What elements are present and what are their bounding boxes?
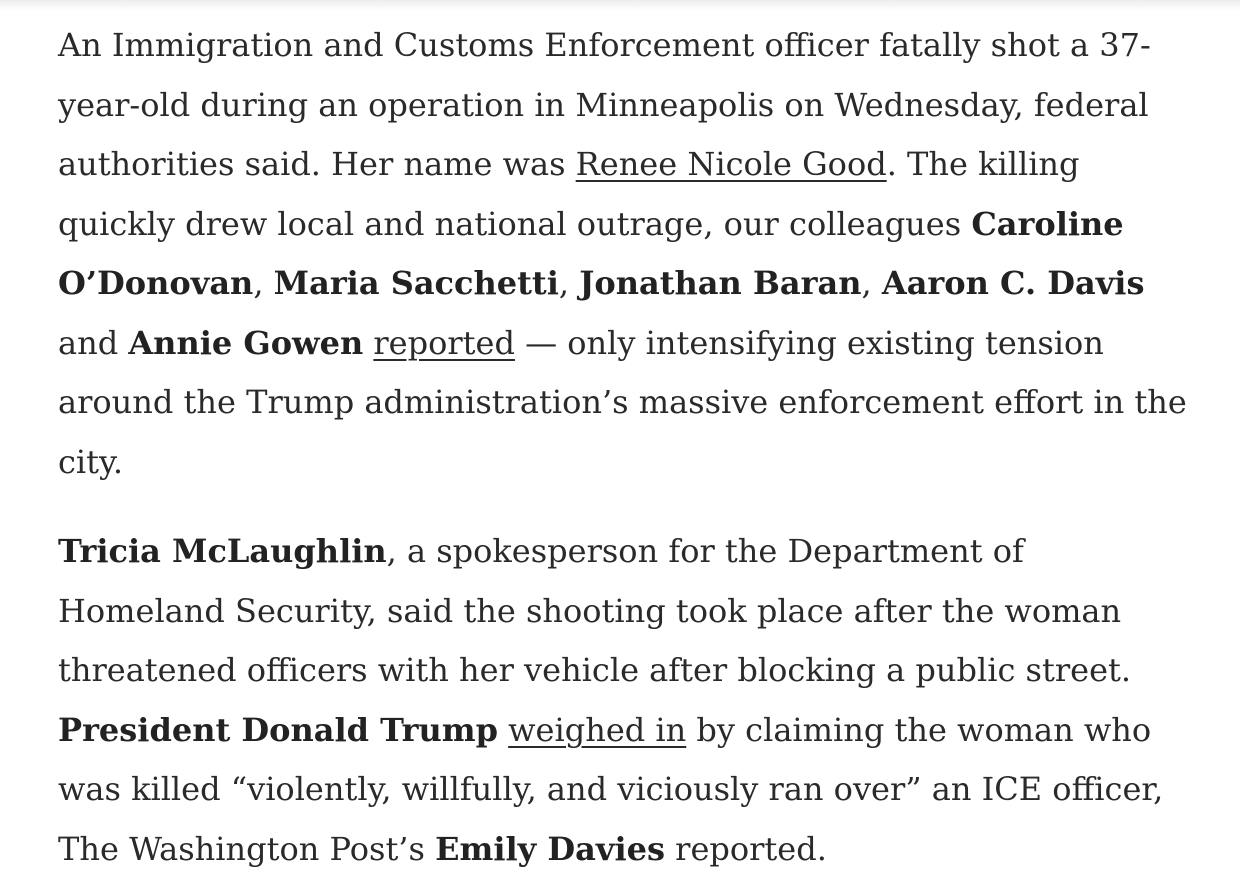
text-span: , [558, 264, 580, 302]
link-renee-nicole-good[interactable]: Renee Nicole Good [575, 145, 887, 183]
text-span [363, 324, 373, 362]
link-weighed-in[interactable]: weighed in [508, 710, 687, 749]
text-span: . The killing quickly drew local and national outrage, our colleagues [58, 145, 1080, 243]
article-body [58, 16, 1198, 879]
paragraph-2 [58, 522, 1198, 879]
text-span: and [58, 323, 129, 362]
text-span: reported. [664, 829, 827, 868]
byline-name-jonathan-baran: Jonathan Baran [579, 264, 862, 302]
paragraph-1 [58, 16, 1198, 492]
name-president-donald-trump: President Donald Trump [58, 710, 498, 749]
byline-name-maria-sacchetti: Maria Sacchetti [273, 264, 559, 302]
byline-name-emily-davies: Emily Davies [435, 829, 665, 868]
top-edge-shadow [0, 0, 1240, 10]
text-span: An Immigration and Customs Enforcement officer fatally shot a 37-year-old during an operation in Minneapolis on Wednesday, federal authorities said. Her name was [58, 26, 1151, 183]
byline-name-annie-gowen: Annie Gowen [128, 323, 364, 362]
byline-name-aaron-c-davis: Aaron C. Davis [881, 264, 1145, 302]
text-span: , [253, 264, 274, 302]
text-span: , [861, 264, 882, 302]
text-span: , a spokesperson for the Department of Homeland Security, said the shooting took place after the woman threatened officers with her vehicle after blocking a public street. [58, 532, 1132, 689]
text-span [498, 711, 508, 749]
text-span: — only intensifying existing tension around the Trump administration’s massive enforcement effort in the city. [58, 323, 1187, 481]
text-span: by claiming the woman who was killed “violently, willfully, and viciously ran over” an ICE officer, The Washington Post’s [58, 710, 1164, 868]
byline-name-caroline-odonovan: Caroline O’Donovan [58, 204, 1124, 302]
name-tricia-mclaughlin: Tricia McLaughlin [58, 532, 387, 570]
link-reported[interactable]: reported [373, 323, 515, 362]
